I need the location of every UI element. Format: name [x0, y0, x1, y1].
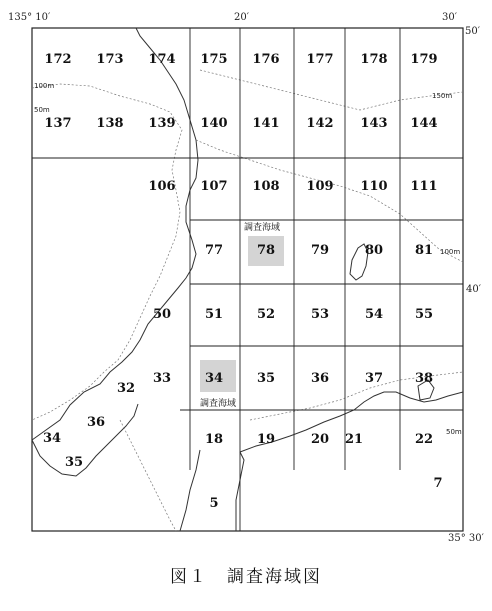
grid-cell-number: 142 [306, 116, 334, 131]
survey-label-78: 調査海域 [243, 223, 281, 233]
grid-cell-number: 81 [414, 243, 434, 258]
grid-cell-number: 176 [252, 52, 280, 67]
grid-cell-number: 140 [200, 116, 228, 131]
grid-cell-number: 20 [310, 432, 330, 447]
lat-label-mid: 40′ [466, 284, 481, 295]
coastal-cell-number: 36 [86, 415, 106, 430]
depth-contour-100m-west [32, 84, 182, 420]
grid-cell-number: 51 [204, 307, 224, 322]
grid-cell-number: 22 [414, 432, 434, 447]
grid-cell-number: 177 [306, 52, 334, 67]
grid-cell-number: 34 [204, 371, 224, 386]
grid-cell-number: 80 [364, 243, 384, 258]
grid-cell-number: 54 [364, 307, 384, 322]
grid-cell-number: 106 [148, 179, 176, 194]
depth-contour-150m-north [200, 70, 463, 110]
coastline-west [32, 28, 198, 440]
grid-cell-number: 107 [200, 179, 228, 194]
grid-cell-number: 143 [360, 116, 388, 131]
grid-cell-number: 111 [410, 179, 438, 194]
depth-label: 100m [440, 248, 461, 256]
coastal-cell-number: 34 [42, 431, 62, 446]
grid-cell-number: 175 [200, 52, 228, 67]
grid-cell-number: 144 [410, 116, 438, 131]
lon-label-left: 135° 10′ [8, 12, 51, 23]
grid-cell-number: 137 [44, 116, 72, 131]
grid-cell-number: 110 [360, 179, 388, 194]
grid-cell-number: 179 [410, 52, 438, 67]
grid-cell-number: 108 [252, 179, 280, 194]
coastal-cell-number: 5 [209, 496, 219, 511]
coastal-cell-number: 32 [116, 381, 136, 396]
grid-cell-number: 18 [204, 432, 224, 447]
grid-cell-number: 109 [306, 179, 334, 194]
depth-label: 150m [432, 92, 453, 100]
grid-cell-number: 36 [310, 371, 330, 386]
grid-cell-number: 173 [96, 52, 124, 67]
grid-cell-number: 38 [414, 371, 434, 386]
grid-cell-number: 21 [344, 432, 364, 447]
coastal-cell-number: 35 [64, 455, 84, 470]
grid-cell-number: 141 [252, 116, 280, 131]
grid-cell-number: 55 [414, 307, 434, 322]
grid-cell-number: 35 [256, 371, 276, 386]
grid-cell-number: 53 [310, 307, 330, 322]
depth-label: 50m [34, 106, 50, 114]
depth-label: 50m [446, 428, 462, 436]
grid-cell-number: 52 [256, 307, 276, 322]
lat-label-top: 50′ [465, 26, 480, 37]
grid-cell-number: 178 [360, 52, 388, 67]
coastal-cell-number: 7 [433, 476, 443, 491]
depth-label: 100m [34, 82, 55, 90]
survey-label-34: 調査海域 [199, 399, 237, 409]
grid-cell-number: 174 [148, 52, 176, 67]
grid-cell-number: 19 [256, 432, 276, 447]
grid-cell-number: 37 [364, 371, 384, 386]
grid-cell-number: 50 [152, 307, 172, 322]
grid-cell-number: 139 [148, 116, 176, 131]
lon-label-right: 30′ [442, 12, 457, 23]
depth-contour-southwest [120, 420, 176, 531]
grid-cell-number: 33 [152, 371, 172, 386]
lon-label-mid: 20′ [234, 12, 249, 23]
grid-cell-number: 77 [204, 243, 224, 258]
lat-label-bottom: 35° 30′ [448, 533, 484, 544]
grid-cell-number: 138 [96, 116, 124, 131]
figure-caption: 図１ 調査海域図 [170, 567, 322, 587]
grid-cell-number: 78 [256, 243, 276, 258]
grid-cell-number: 172 [44, 52, 72, 67]
grid-cell-number: 79 [310, 243, 330, 258]
